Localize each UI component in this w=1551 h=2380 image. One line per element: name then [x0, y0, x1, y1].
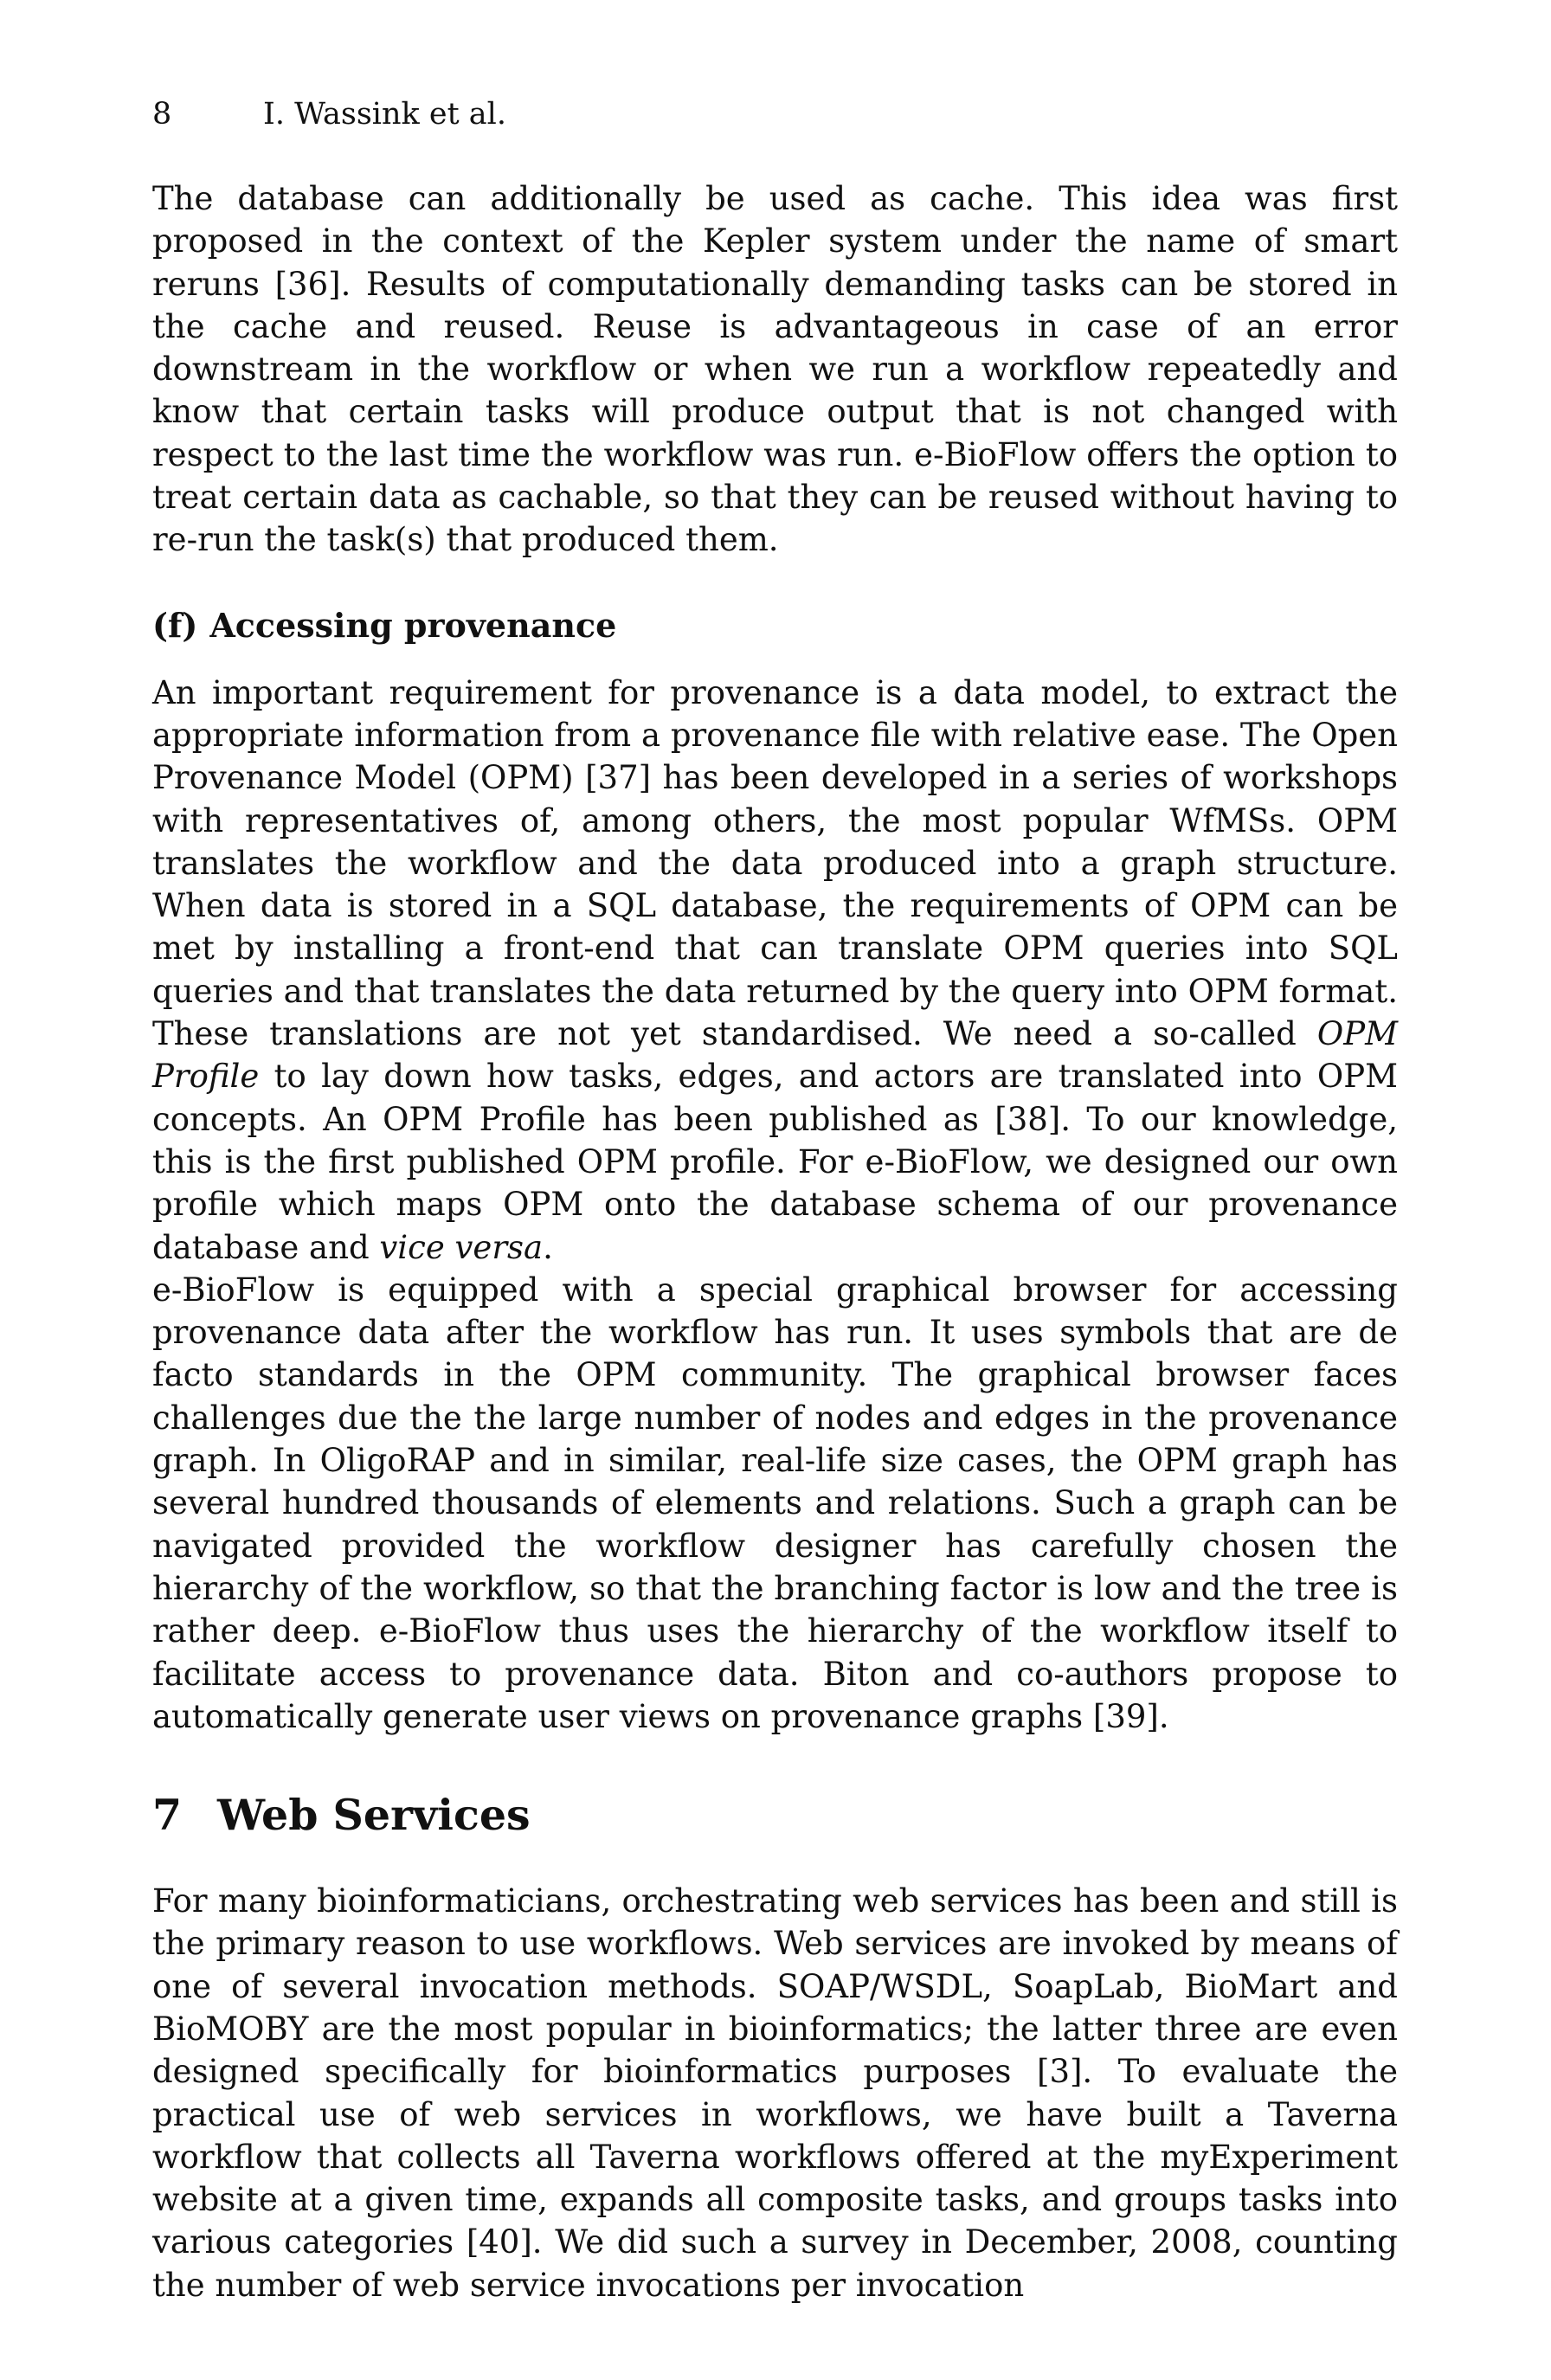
- running-header-authors: I. Wassink et al.: [263, 97, 506, 132]
- paragraph-web-services: For many bioinformaticians, orchestrating web services has been and still is the primary reason to use workflows. Web services are invoked by means of one of several invocation methods. SOAP/WSDL, SoapLab, BioMart and BioMOBY are the most popular in bioinformatics; the latter three are even designed specifically for bioinformatics purposes [3]. To evaluate the practical use of web services in workflows, we have built a Taverna workflow that collects all Taverna workflows offered at the myExperiment website at a given time, expands all composite tasks, and groups tasks into various categories [40]. We did such a survey in December, 2008, counting the number of web service invocations per invocation: [152, 1882, 1398, 2304]
- page-number: 8: [152, 97, 172, 132]
- paragraph-provenance-browser: e-BioFlow is equipped with a special graphical browser for accessing provenance data after the workflow has run. It uses symbols that are de facto standards in the OPM community. The graphical browser faces challenges due the the large number of nodes and edges in the provenance graph. In OligoRAP and in similar, real-life size cases, the OPM graph has several hundred thousands of elements and relations. Such a graph can be navigated provided the workflow designer has carefully chosen the hierarchy of the workflow, so that the branching factor is low and the tree is rather deep. e-BioFlow thus uses the hierarchy of the workflow itself to facilitate access to provenance data. Biton and co-authors propose to automatically generate user views on provenance graphs [39].: [152, 1270, 1398, 1735]
- running-header: [152, 95, 1399, 133]
- opm-profile-term: OPM Profile: [152, 1015, 1398, 1096]
- vice-versa-term: vice versa: [379, 1228, 544, 1266]
- paragraph-opm-text-part-1: An important requirement for provenance is a data model, to extract the appropriate information from a provenance file with relative ease. The Open Provenance Model (OPM) [37] has been developed in a series of workshops with representatives of, among others, the most popular WfMSs. OPM translates the workflow and the data produced into a graph structure. When data is stored in a SQL database, the requirements of OPM can be met by installing a front-end that can translate OPM queries into SQL queries and that translates the data returned by the query into OPM format. These translations are not yet standardised. We need a so-called: [152, 673, 1398, 1053]
- subsection-title: Accessing provenance: [209, 605, 617, 645]
- subsection-label: (f): [152, 605, 198, 645]
- paragraph-opm-text-part-3: .: [543, 1228, 553, 1266]
- section-number: 7: [152, 1790, 183, 1841]
- section-heading-web-services: [152, 1789, 1398, 1841]
- main-content: [152, 177, 1398, 2306]
- subsection-heading-accessing-provenance: [152, 605, 1398, 646]
- paragraph-opm-text-part-2: to lay down how tasks, edges, and actors are translated into OPM concepts. An OPM Profile has been published as [38]. To our knowledge, this is the first published OPM profile. For e-BioFlow, we designed our own profile which maps OPM onto the database schema of our provenance database and: [152, 1058, 1398, 1266]
- paragraph-opm: [152, 672, 1398, 1269]
- paragraph-cache: The database can additionally be used as cache. This idea was first proposed in the context of the Kepler system under the name of smart reruns [36]. Results of computationally demanding tasks can be stored in the cache and reused. Reuse is advantageous in case of an error downstream in the workflow or when we run a workflow repeatedly and know that certain tasks will produce output that is not changed with respect to the last time the workflow was run. e-BioFlow offers the option to treat certain data as cachable, so that they can be reused without having to re-run the task(s) that produced them.: [152, 180, 1398, 559]
- section-title: Web Services: [217, 1790, 531, 1841]
